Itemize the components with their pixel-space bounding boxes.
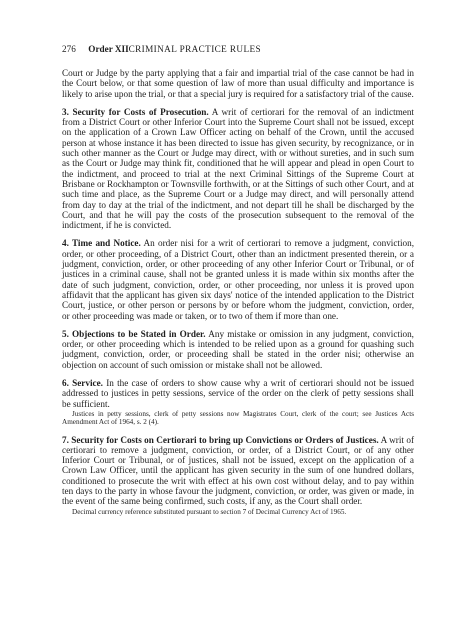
section-7-paragraph: [62, 435, 414, 507]
section-5-heading: 5. Objections to be Stated in Order.: [62, 328, 206, 339]
section-6-heading: 6. Service.: [62, 378, 103, 389]
section-4-paragraph: [62, 238, 414, 320]
running-title: CRIMINAL PRACTICE RULES: [128, 44, 261, 54]
order-label: Order XII: [88, 44, 129, 54]
section-3-heading: 3. Security for Costs of Prosecution.: [62, 106, 209, 117]
section-6-paragraph: [62, 378, 414, 409]
section-5-paragraph: [62, 329, 414, 370]
intro-paragraph: Court or Judge by the party applying that a fair and impartial trial of the case cannot be had in the Court below, or that some question of law of more than usual difficulty and importance is likely to arise upon the trial, or that a special jury is required for a satisfactory trial of the cause.: [62, 68, 414, 99]
section-4-text: An order nisi for a writ of certiorari to remove a judgment, conviction, order, or other proceeding, of a District Court, other than an indictment presented therein, or a judgment, conviction, order, or other proceeding of any other Inferior Court or Tribunal, or of justices in a criminal cause, shall not be granted unless it is made within six months after the date of such judgment, conviction, order, or other proceeding, nor unless it is proved upon affidavit that the applicant has given six days' notice of the intended application to the District Court, justice, or other person or persons by or before whom the judgment, conviction, order, or other proceeding was made or taken, or to two of them if more than one.: [62, 238, 415, 321]
section-3-paragraph: [62, 107, 414, 231]
section-6-text: In the case of orders to show cause why a writ of certiorari should not be issued addressed to justices in petty sessions, service of the order on the clerk of petty sessions shall be sufficient.: [62, 378, 414, 409]
running-header: [62, 44, 414, 54]
section-4-heading: 4. Time and Notice.: [62, 238, 141, 249]
section-7-note: Decimal currency reference substituted pursuant to section 7 of Decimal Currency Act of 1965.: [72, 507, 347, 516]
section-3-text: A writ of certiorari for the removal of an indictment from a District Court or other Inferior Court into the Supreme Court shall not be issued, except on the application of a Crown Law Officer acting on behalf of the Crown, until the accused person at whose instance it has been directed to issue has given security, by recognizance, or in such other manner as the Court or Judge may direct, with or without sureties, and in such sum as the Court or Judge may think fit, conditioned that he will appear and plead in open Court to the indictment, and proceed to trial at the next Criminal Sittings of the Supreme Court at Brisbane or Rockhampton or Townsville forthwith, or at the Sittings of such other Court, and at such time and place, as the Supreme Court or a Judge may direct, and will personally attend from day to day at the trial of the indictment, and not depart till he shall be discharged by the Court, and that he will pay the costs of the prosecution subsequent to the removal of the indictment, if he is convicted.: [62, 106, 414, 231]
page-number: 276: [62, 44, 76, 54]
section-7-text: A writ of certiorari to remove a judgment, conviction, or order, of a District Court, or of any other Inferior Court or Tribunal, or of justices, shall not be issued, except on the application of a Crown Law Officer, until the applicant has given security in the sum of one hundred dollars, conditioned to prosecute the writ with effect at his own cost without delay, and to pay within ten days to the party in whose favour the judgment, conviction, or order, was given or made, in the event of the same being confirmed, such costs, if any, as the Court shall order.: [62, 434, 415, 507]
section-5-text: Any mistake or omission in any judgment, conviction, order, or other proceeding which is intended to be relied upon as a ground for quashing such judgment, conviction, order, or proceeding shall be stated in the order nisi; otherwise an objection on account of such omission or mistake shall not be allowed.: [62, 328, 414, 370]
section-6-note: Justices in petty sessions, clerk of petty sessions now Magistrates Court, clerk of the court; see Justices Acts Amendment Act of 1964, s. 2 (4).: [62, 409, 414, 427]
section-7-heading: 7. Security for Costs on Certiorari to bring up Convictions or Orders of Justices.: [62, 434, 379, 445]
